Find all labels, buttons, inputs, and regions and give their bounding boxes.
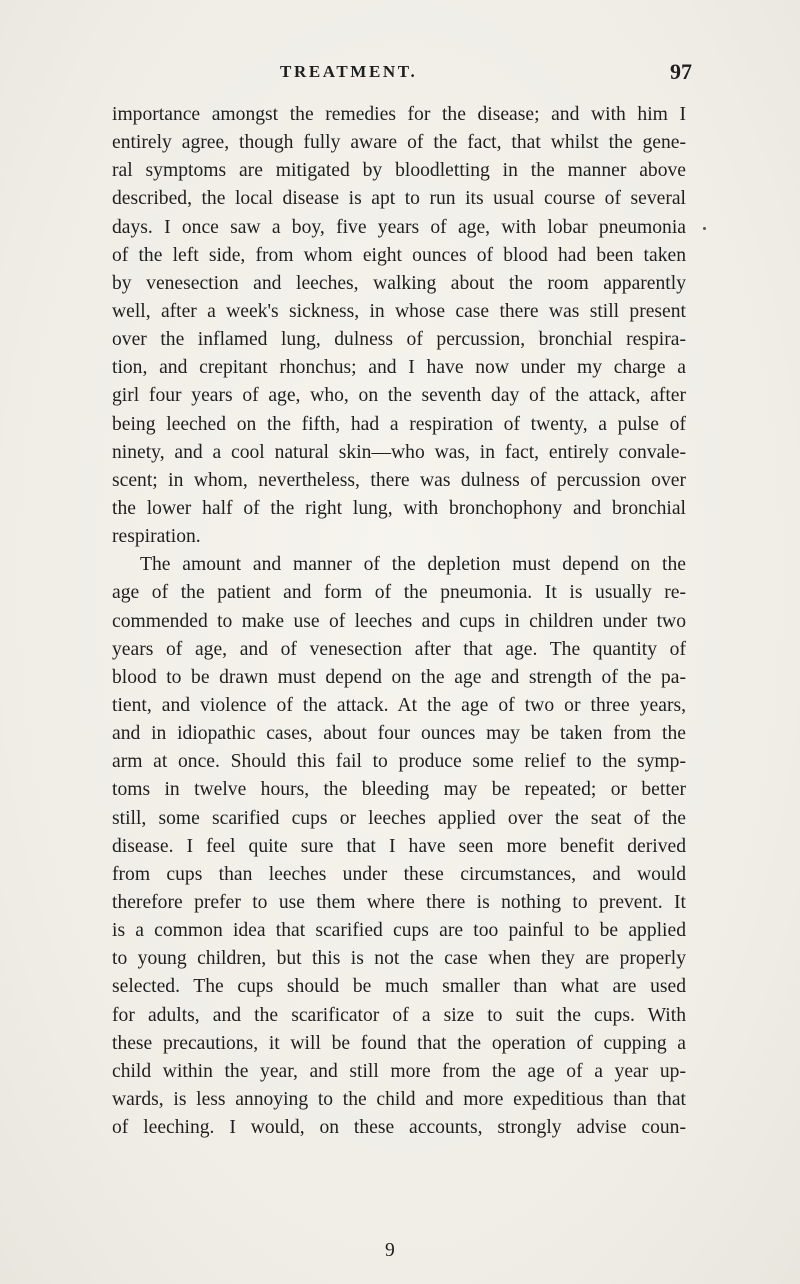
text-line: child within the year, and still more from the age of a year up- <box>112 1060 686 1082</box>
text-line: age of the patient and form of the pneumonia. It is usually re- <box>112 582 686 604</box>
text-line: blood to be drawn must depend on the age and strength of the pa- <box>112 666 686 688</box>
text-line: by venesection and leeches, walking about the room apparently <box>112 272 686 294</box>
text-line: tion, and crepitant rhonchus; and I have now under my charge a <box>112 357 686 379</box>
text-line: ninety, and a cool natural skin—who was, in fact, entirely convale- <box>112 441 686 463</box>
text-line: to young children, but this is not the case when they are properly <box>112 948 686 970</box>
text-line: arm at once. Should this fail to produce some relief to the symp- <box>112 751 686 773</box>
text-line: from cups than leeches under these circumstances, and would <box>112 863 686 885</box>
text-line: ral symptoms are mitigated by bloodletting in the manner above <box>112 160 686 182</box>
text-line: wards, is less annoying to the child and more expeditious than that <box>112 1088 686 1110</box>
text-line: these precautions, it will be found that the operation of cupping a <box>112 1032 686 1054</box>
text-line: the lower half of the right lung, with bronchophony and bronchial <box>112 497 686 519</box>
running-head <box>112 58 692 86</box>
text-line: therefore prefer to use them where there is nothing to prevent. It <box>112 891 686 913</box>
text-line: days. I once saw a boy, five years of age, with lobar pneumonia <box>112 216 686 238</box>
text-line: years of age, and of venesection after that age. The quantity of <box>112 638 686 660</box>
text-line: of leeching. I would, on these accounts, strongly advise coun- <box>112 1117 686 1139</box>
text-line: respiration. <box>112 526 201 548</box>
text-line: scent; in whom, nevertheless, there was dulness of percussion over <box>112 469 686 491</box>
signature-mark: 9 <box>385 1240 395 1261</box>
text-line: being leeched on the fifth, had a respiration of twenty, a pulse of <box>112 413 686 435</box>
text-line: well, after a week's sickness, in whose case there was still present <box>112 300 686 322</box>
text-line: over the inflamed lung, dulness of percussion, bronchial respira- <box>112 329 686 351</box>
text-line: tient, and violence of the attack. At the age of two or three years, <box>112 694 686 716</box>
text-line: entirely agree, though fully aware of the fact, that whilst the gene- <box>112 132 686 154</box>
text-line: described, the local disease is apt to run its usual course of several <box>112 188 686 210</box>
text-line: and in idiopathic cases, about four ounces may be taken from the <box>112 723 686 745</box>
text-line: The amount and manner of the depletion must depend on the <box>140 554 686 576</box>
text-line: for adults, and the scarificator of a size to suit the cups. With <box>112 1004 686 1026</box>
text-line: still, some scarified cups or leeches applied over the seat of the <box>112 807 686 829</box>
body-text <box>112 101 686 1142</box>
margin-speck <box>703 227 706 230</box>
text-line: disease. I feel quite sure that I have seen more benefit derived <box>112 835 686 857</box>
text-line: selected. The cups should be much smaller than what are used <box>112 976 686 998</box>
page-number: 97 <box>670 59 692 84</box>
text-line: of the left side, from whom eight ounces of blood had been taken <box>112 244 686 266</box>
text-line: is a common idea that scarified cups are too painful to be applied <box>112 920 686 942</box>
text-line: girl four years of age, who, on the seventh day of the attack, after <box>112 385 686 407</box>
text-line: importance amongst the remedies for the disease; and with him I <box>112 104 686 125</box>
running-title: TREATMENT. <box>280 62 418 81</box>
text-line: toms in twelve hours, the bleeding may be repeated; or better <box>112 779 686 801</box>
text-line: commended to make use of leeches and cups in children under two <box>112 610 686 632</box>
